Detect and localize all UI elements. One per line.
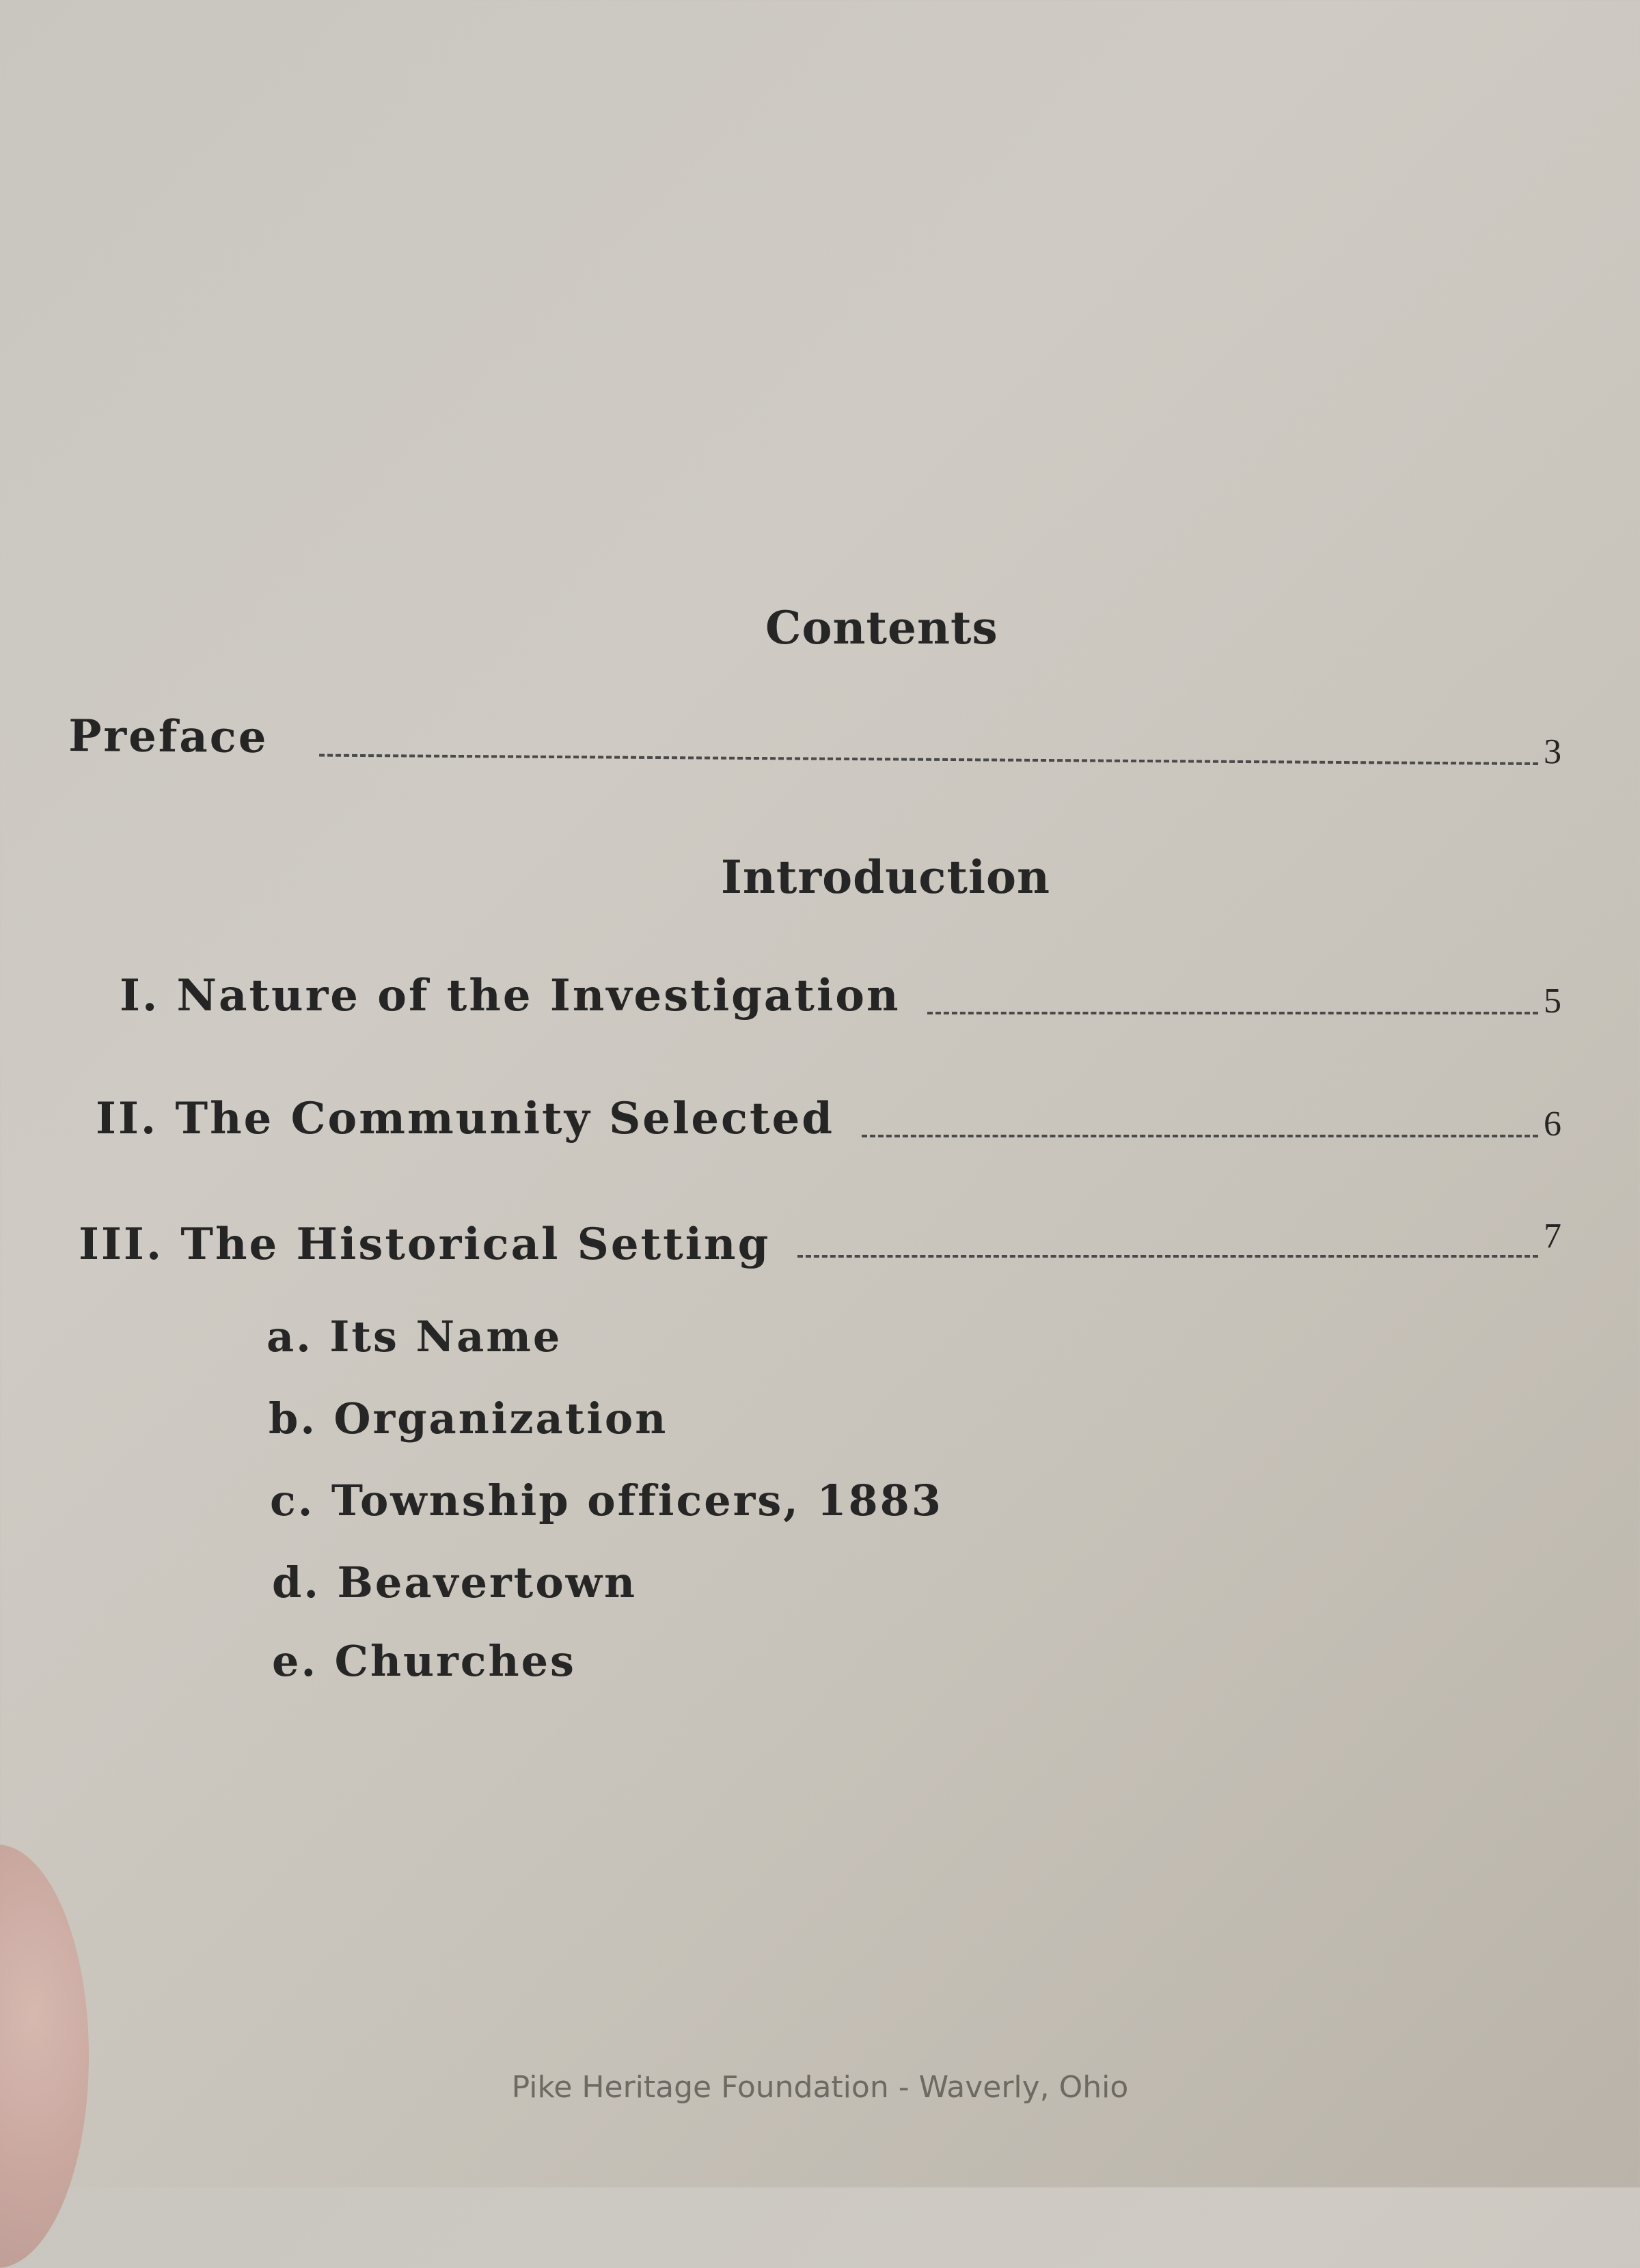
subitem-churches: e. Churches [272,1636,576,1686]
footer-credit: Pike Heritage Foundation - Waverly, Ohio [511,2070,1129,2105]
toc-entry-label: Preface [68,710,269,764]
toc-entry-label: II. The Community Selected [96,1093,835,1144]
toc-page-number: 6 [1544,1105,1561,1144]
introduction-heading: Introduction [721,850,1051,904]
toc-page-number: 7 [1544,1217,1561,1256]
toc-entry-preface [68,710,1561,772]
toc-entry-community-selected [96,1093,1561,1144]
toc-page-number: 5 [1544,982,1561,1021]
toc-entry-label: III. The Historical Setting [79,1219,771,1270]
dot-leader [797,1255,1538,1258]
subitem-beavertown: d. Beavertown [272,1558,638,1607]
toc-entry-label: I. Nature of the Investigation [120,970,901,1021]
subitem-township-officers: c. Township officers, 1883 [270,1476,943,1525]
dot-leader [927,1012,1538,1014]
toc-page-number: 3 [1543,732,1562,772]
contents-title: Contents [765,601,998,654]
toc-entry-historical-setting [79,1216,1561,1270]
dot-leader [862,1135,1538,1137]
subitem-organization: b. Organization [269,1394,668,1443]
subitem-its-name: a. Its Name [266,1312,562,1361]
toc-entry-nature-of-investigation [120,970,1561,1021]
thumb-shadow [0,1844,89,2268]
dot-leader [319,754,1538,765]
